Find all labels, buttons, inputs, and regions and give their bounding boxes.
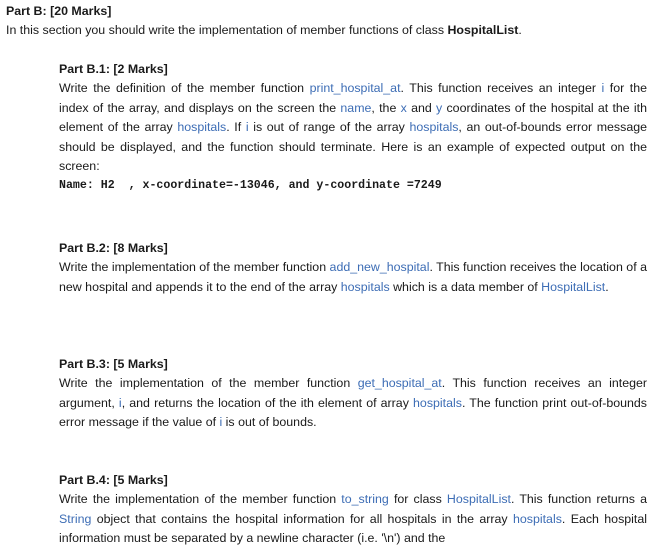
b2-text-4: . <box>605 279 609 294</box>
b2-text-3: which is a data member of <box>389 279 542 294</box>
b1-var-name: name <box>340 100 372 115</box>
section-b1-title: Part B.1: [2 Marks] <box>59 62 168 76</box>
b1-text-6: coordinates of the hospital at the ith element of the array <box>59 100 648 135</box>
b1-var-y: y <box>436 100 443 115</box>
intro-class-name: HospitalList <box>447 23 519 37</box>
b1-var-x: x <box>400 100 407 115</box>
part-b-intro <box>6 22 522 39</box>
b1-var-i-2: i <box>245 120 249 135</box>
b4-text-2: for class <box>388 492 447 507</box>
section-b2-title: Part B.2: [8 Marks] <box>59 241 168 255</box>
b3-var-i-2: i <box>219 415 223 430</box>
b4-function-name: to_string <box>341 492 389 507</box>
b1-text-2: . This function receives an integer <box>400 81 602 96</box>
section-b1-body <box>59 79 647 176</box>
b2-function-name: add_new_hospital <box>329 260 430 275</box>
b1-text-3: for the index of the array, and displays on the screen the <box>59 81 647 115</box>
part-b-heading: Part B: [20 Marks] <box>6 4 112 18</box>
section-b4-body <box>59 490 647 548</box>
section-b2-body <box>59 258 647 297</box>
b1-text-1: Write the definition of the member function <box>59 81 310 96</box>
b4-class-name: HospitalList <box>446 492 511 507</box>
b4-type-string: String <box>59 511 92 526</box>
b1-example-output: Name: H2 , x-coordinate=-13046, and y-coordinate =7249 <box>59 179 442 193</box>
b3-text-2: . This function receives an integer argument, <box>59 376 647 410</box>
section-b3 <box>59 355 647 433</box>
b2-class-name: HospitalList <box>541 279 606 294</box>
section-b3-title: Part B.3: [5 Marks] <box>59 357 168 371</box>
section-b4 <box>59 471 647 549</box>
b1-var-hospitals-2: hospitals <box>409 120 459 135</box>
b1-text-9: , an out-of-bounds error message should be displayed, and the function should terminate. Here is an example of expected output on the screen: <box>59 120 647 174</box>
b4-text-5: . Each hospital information must be separated by a newline character (i.e. '\n') and the <box>59 511 647 546</box>
section-b1 <box>59 60 647 196</box>
b1-function-name: print_hospital_at <box>309 81 401 96</box>
intro-text: In this section you should write the implementation of member functions of class <box>6 23 448 37</box>
intro-end: . <box>518 23 522 37</box>
b4-var-hospitals: hospitals <box>512 511 562 526</box>
b3-text-1: Write the implementation of the member function <box>59 376 358 391</box>
b4-text-1: Write the implementation of the member function <box>59 492 342 507</box>
b2-text-1: Write the implementation of the member function <box>59 260 330 275</box>
b2-text-2: . This function receives the location of a new hospital and appends it to the end of the array <box>59 260 647 294</box>
b3-text-4: . The function print out-of-bounds error message if the value of <box>59 395 647 430</box>
b1-text-7: . If <box>226 120 246 135</box>
section-b4-title: Part B.4: [5 Marks] <box>59 473 168 487</box>
b1-var-hospitals: hospitals <box>177 120 227 135</box>
b3-text-5: is out of bounds. <box>222 415 317 430</box>
b4-text-3: . This function returns a <box>510 492 647 507</box>
b1-text-8: is out of range of the array <box>248 120 410 135</box>
section-b2 <box>59 239 647 297</box>
b1-text-5: and <box>406 100 437 115</box>
b3-text-3: , and returns the location of the ith element of array <box>121 395 414 410</box>
b3-var-hospitals: hospitals <box>413 395 462 410</box>
b1-var-i: i <box>601 81 605 96</box>
b1-text-4: , the <box>371 100 401 115</box>
b2-var-hospitals: hospitals <box>340 279 390 294</box>
b3-var-i: i <box>118 395 122 410</box>
b3-function-name: get_hospital_at <box>357 376 442 391</box>
section-b3-body <box>59 374 647 432</box>
b4-text-4: object that contains the hospital information for all hospitals in the array <box>91 511 513 526</box>
